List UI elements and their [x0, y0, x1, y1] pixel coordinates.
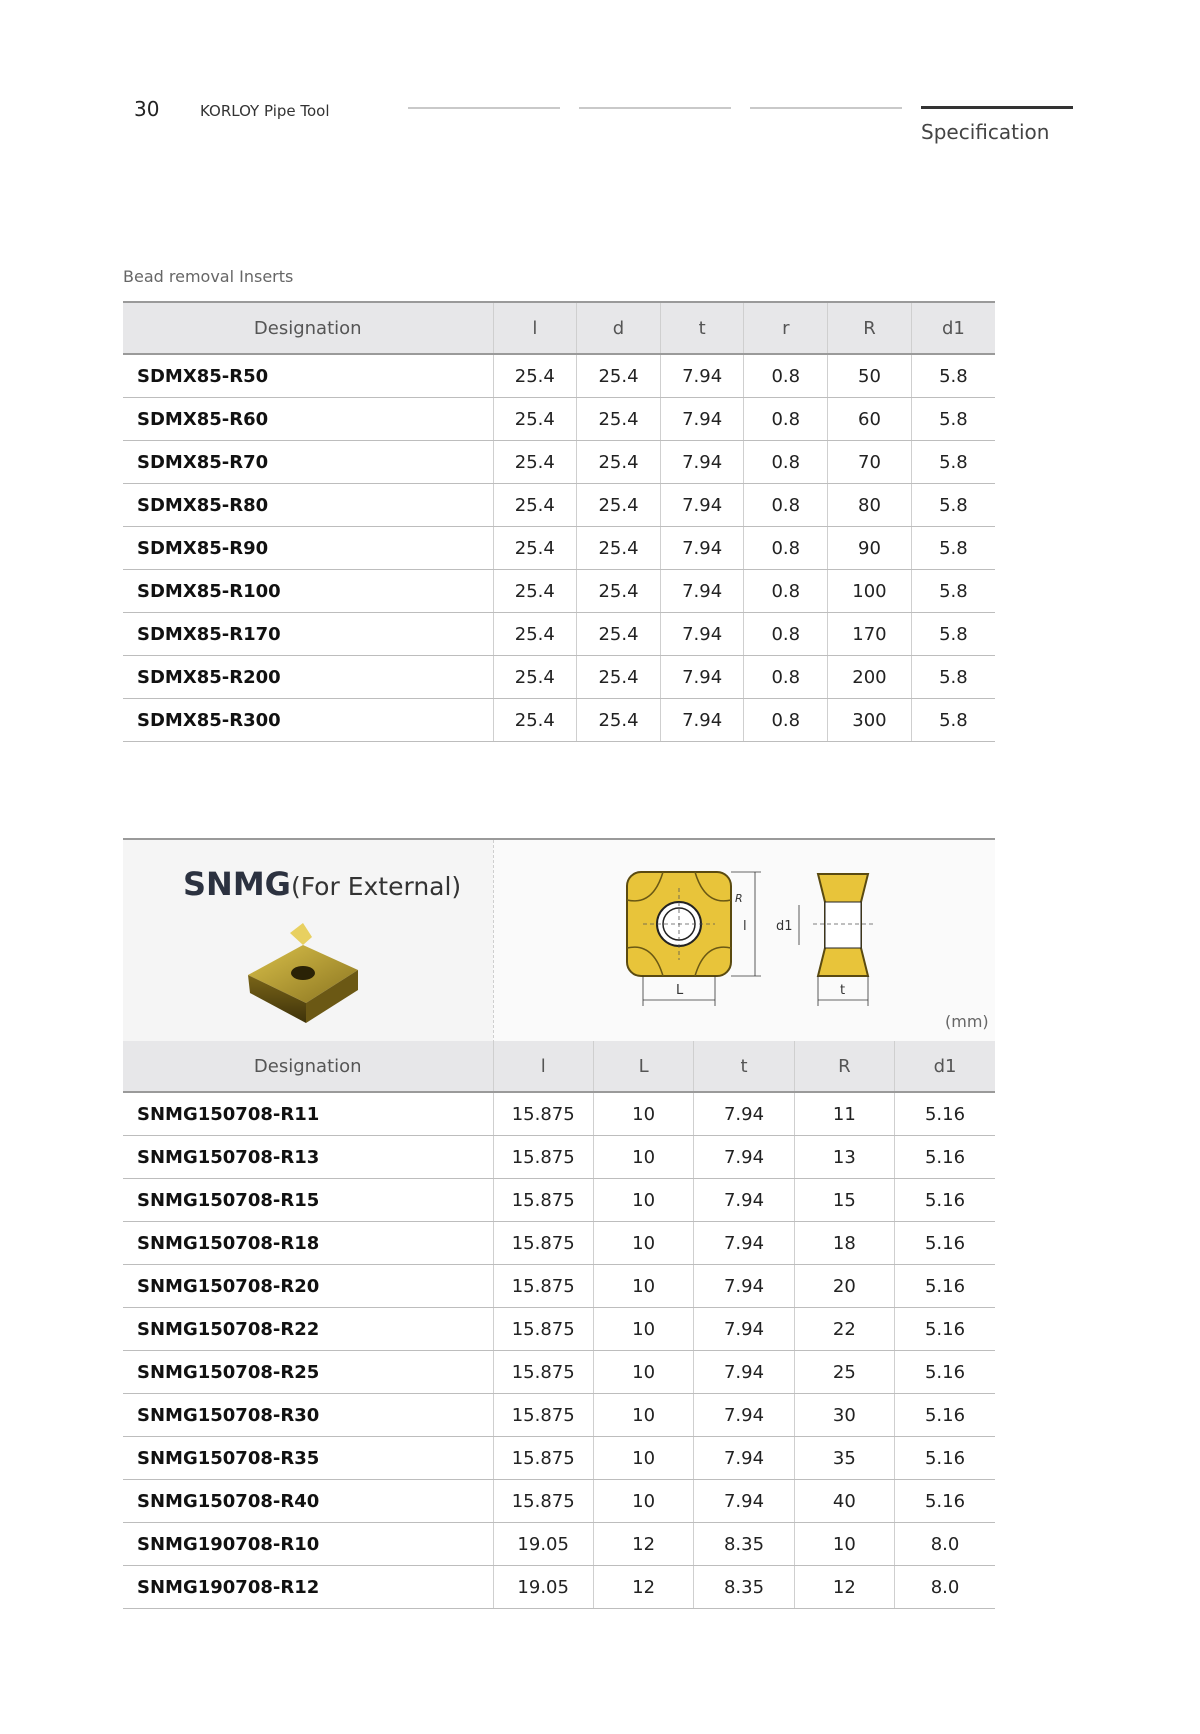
- value-cell: 8.0: [895, 1523, 995, 1566]
- column-header: t: [660, 302, 744, 354]
- value-cell: 40: [794, 1480, 894, 1523]
- value-cell: 7.94: [694, 1179, 794, 1222]
- value-cell: 7.94: [660, 699, 744, 742]
- designation-cell: SNMG150708-R11: [123, 1092, 493, 1136]
- table-row: [123, 484, 995, 527]
- table-header-row: [123, 1041, 995, 1092]
- value-cell: 0.8: [744, 441, 828, 484]
- value-cell: 18: [794, 1222, 894, 1265]
- table-row: [123, 613, 995, 656]
- table-row: [123, 441, 995, 484]
- table-header-row: [123, 302, 995, 354]
- table-row: [123, 1394, 995, 1437]
- table-row: [123, 398, 995, 441]
- value-cell: 8.35: [694, 1523, 794, 1566]
- value-cell: 7.94: [660, 354, 744, 398]
- value-cell: 5.8: [911, 527, 995, 570]
- value-cell: 25.4: [493, 570, 577, 613]
- table-row: [123, 354, 995, 398]
- value-cell: 25.4: [577, 699, 661, 742]
- value-cell: 50: [828, 354, 912, 398]
- value-cell: 0.8: [744, 699, 828, 742]
- value-cell: 0.8: [744, 398, 828, 441]
- value-cell: 15.875: [493, 1222, 593, 1265]
- header-rule-3: [750, 107, 902, 109]
- value-cell: 10: [593, 1394, 693, 1437]
- value-cell: 60: [828, 398, 912, 441]
- table-row: [123, 1351, 995, 1394]
- designation-cell: SNMG150708-R13: [123, 1136, 493, 1179]
- column-header: Designation: [123, 1041, 493, 1092]
- value-cell: 7.94: [694, 1437, 794, 1480]
- snmg-dimension-drawing: [603, 860, 883, 1020]
- value-cell: 5.16: [895, 1136, 995, 1179]
- value-cell: 25.4: [493, 398, 577, 441]
- value-cell: 7.94: [660, 441, 744, 484]
- value-cell: 12: [593, 1523, 693, 1566]
- value-cell: 25.4: [493, 441, 577, 484]
- dim-label-R: R: [735, 892, 743, 905]
- column-header: l: [493, 1041, 593, 1092]
- value-cell: 25.4: [493, 354, 577, 398]
- table-row: [123, 527, 995, 570]
- value-cell: 170: [828, 613, 912, 656]
- value-cell: 7.94: [694, 1480, 794, 1523]
- value-cell: 15: [794, 1179, 894, 1222]
- designation-cell: SNMG150708-R30: [123, 1394, 493, 1437]
- value-cell: 7.94: [660, 613, 744, 656]
- value-cell: 15.875: [493, 1394, 593, 1437]
- value-cell: 0.8: [744, 354, 828, 398]
- column-header: t: [694, 1041, 794, 1092]
- unit-label: (mm): [945, 1012, 989, 1031]
- value-cell: 7.94: [694, 1308, 794, 1351]
- value-cell: 0.8: [744, 656, 828, 699]
- value-cell: 15.875: [493, 1437, 593, 1480]
- value-cell: 7.94: [660, 484, 744, 527]
- table-row: [123, 1179, 995, 1222]
- table-row: [123, 1437, 995, 1480]
- value-cell: 10: [593, 1351, 693, 1394]
- value-cell: 25.4: [577, 656, 661, 699]
- designation-cell: SDMX85-R50: [123, 354, 493, 398]
- value-cell: 0.8: [744, 484, 828, 527]
- snmg-table: [123, 1041, 995, 1609]
- designation-cell: SDMX85-R90: [123, 527, 493, 570]
- value-cell: 5.16: [895, 1222, 995, 1265]
- value-cell: 5.8: [911, 699, 995, 742]
- value-cell: 15.875: [493, 1179, 593, 1222]
- designation-cell: SDMX85-R100: [123, 570, 493, 613]
- value-cell: 15.875: [493, 1351, 593, 1394]
- column-header: d1: [911, 302, 995, 354]
- value-cell: 10: [593, 1136, 693, 1179]
- value-cell: 5.8: [911, 570, 995, 613]
- designation-cell: SNMG150708-R40: [123, 1480, 493, 1523]
- value-cell: 7.94: [694, 1265, 794, 1308]
- snmg-title: [183, 865, 461, 903]
- value-cell: 7.94: [694, 1092, 794, 1136]
- designation-cell: SNMG190708-R10: [123, 1523, 493, 1566]
- designation-cell: SNMG150708-R20: [123, 1265, 493, 1308]
- page-number: 30: [134, 97, 160, 121]
- snmg-title-note: (For External): [290, 872, 462, 901]
- value-cell: 7.94: [694, 1222, 794, 1265]
- value-cell: 22: [794, 1308, 894, 1351]
- value-cell: 10: [593, 1265, 693, 1308]
- value-cell: 0.8: [744, 570, 828, 613]
- value-cell: 15.875: [493, 1265, 593, 1308]
- value-cell: 5.8: [911, 484, 995, 527]
- table-row: [123, 1566, 995, 1609]
- value-cell: 90: [828, 527, 912, 570]
- value-cell: 7.94: [660, 527, 744, 570]
- value-cell: 25.4: [577, 484, 661, 527]
- value-cell: 10: [593, 1308, 693, 1351]
- dim-label-l: l: [743, 919, 747, 934]
- value-cell: 10: [593, 1222, 693, 1265]
- value-cell: 25.4: [493, 527, 577, 570]
- value-cell: 5.8: [911, 398, 995, 441]
- value-cell: 20: [794, 1265, 894, 1308]
- value-cell: 100: [828, 570, 912, 613]
- value-cell: 11: [794, 1092, 894, 1136]
- column-header: d: [577, 302, 661, 354]
- value-cell: 25.4: [577, 441, 661, 484]
- snmg-title-code: SNMG: [183, 865, 291, 903]
- designation-cell: SDMX85-R80: [123, 484, 493, 527]
- value-cell: 0.8: [744, 613, 828, 656]
- header-rule-1: [408, 107, 560, 109]
- value-cell: 25.4: [493, 484, 577, 527]
- value-cell: 200: [828, 656, 912, 699]
- column-header: R: [794, 1041, 894, 1092]
- bead-removal-caption: Bead removal Inserts: [123, 267, 294, 286]
- designation-cell: SDMX85-R70: [123, 441, 493, 484]
- value-cell: 70: [828, 441, 912, 484]
- value-cell: 5.16: [895, 1092, 995, 1136]
- insert-photo-icon: [238, 915, 368, 1030]
- value-cell: 25.4: [577, 398, 661, 441]
- table-row: [123, 1308, 995, 1351]
- column-header: L: [593, 1041, 693, 1092]
- dim-label-d1: d1: [776, 919, 793, 934]
- value-cell: 7.94: [660, 570, 744, 613]
- designation-cell: SNMG150708-R35: [123, 1437, 493, 1480]
- value-cell: 5.16: [895, 1265, 995, 1308]
- value-cell: 15.875: [493, 1136, 593, 1179]
- table-row: [123, 1265, 995, 1308]
- designation-cell: SDMX85-R200: [123, 656, 493, 699]
- value-cell: 25.4: [577, 570, 661, 613]
- brand-name: KORLOY Pipe Tool: [200, 102, 330, 120]
- value-cell: 7.94: [694, 1351, 794, 1394]
- designation-cell: SNMG150708-R18: [123, 1222, 493, 1265]
- value-cell: 13: [794, 1136, 894, 1179]
- panel-divider: [493, 840, 494, 1043]
- designation-cell: SNMG150708-R15: [123, 1179, 493, 1222]
- column-header: d1: [895, 1041, 995, 1092]
- value-cell: 25.4: [493, 613, 577, 656]
- value-cell: 10: [794, 1523, 894, 1566]
- table-row: [123, 699, 995, 742]
- value-cell: 7.94: [660, 398, 744, 441]
- value-cell: 5.8: [911, 656, 995, 699]
- value-cell: 7.94: [660, 656, 744, 699]
- designation-cell: SNMG150708-R22: [123, 1308, 493, 1351]
- value-cell: 8.35: [694, 1566, 794, 1609]
- value-cell: 12: [593, 1566, 693, 1609]
- table-row: [123, 1136, 995, 1179]
- value-cell: 8.0: [895, 1566, 995, 1609]
- value-cell: 0.8: [744, 527, 828, 570]
- table-row: [123, 1222, 995, 1265]
- value-cell: 5.8: [911, 441, 995, 484]
- header-rule-active: [921, 106, 1073, 109]
- value-cell: 5.16: [895, 1179, 995, 1222]
- table-row: [123, 1523, 995, 1566]
- designation-cell: SDMX85-R170: [123, 613, 493, 656]
- designation-cell: SNMG190708-R12: [123, 1566, 493, 1609]
- value-cell: 30: [794, 1394, 894, 1437]
- table-row: [123, 570, 995, 613]
- value-cell: 10: [593, 1437, 693, 1480]
- designation-cell: SNMG150708-R25: [123, 1351, 493, 1394]
- dim-label-t: t: [840, 983, 846, 998]
- value-cell: 19.05: [493, 1523, 593, 1566]
- value-cell: 25.4: [493, 656, 577, 699]
- column-header: Designation: [123, 302, 493, 354]
- dim-label-L: L: [676, 983, 684, 998]
- header-rule-2: [579, 107, 731, 109]
- snmg-info-panel: [123, 838, 995, 1043]
- value-cell: 10: [593, 1179, 693, 1222]
- value-cell: 25.4: [577, 527, 661, 570]
- value-cell: 80: [828, 484, 912, 527]
- value-cell: 15.875: [493, 1308, 593, 1351]
- value-cell: 35: [794, 1437, 894, 1480]
- value-cell: 15.875: [493, 1092, 593, 1136]
- snmg-photo-area: [123, 840, 493, 1043]
- column-header: l: [493, 302, 577, 354]
- value-cell: 5.16: [895, 1480, 995, 1523]
- value-cell: 15.875: [493, 1480, 593, 1523]
- table-row: [123, 1092, 995, 1136]
- value-cell: 12: [794, 1566, 894, 1609]
- value-cell: 25.4: [577, 613, 661, 656]
- value-cell: 19.05: [493, 1566, 593, 1609]
- value-cell: 25.4: [493, 699, 577, 742]
- value-cell: 5.16: [895, 1308, 995, 1351]
- value-cell: 5.16: [895, 1394, 995, 1437]
- value-cell: 5.8: [911, 354, 995, 398]
- value-cell: 5.8: [911, 613, 995, 656]
- column-header: r: [744, 302, 828, 354]
- value-cell: 25: [794, 1351, 894, 1394]
- column-header: R: [828, 302, 912, 354]
- table-row: [123, 1480, 995, 1523]
- value-cell: 10: [593, 1480, 693, 1523]
- designation-cell: SDMX85-R300: [123, 699, 493, 742]
- table-row: [123, 656, 995, 699]
- designation-cell: SDMX85-R60: [123, 398, 493, 441]
- bead-removal-table: [123, 301, 995, 742]
- value-cell: 7.94: [694, 1394, 794, 1437]
- value-cell: 5.16: [895, 1437, 995, 1480]
- value-cell: 300: [828, 699, 912, 742]
- value-cell: 7.94: [694, 1136, 794, 1179]
- section-title: Specification: [921, 120, 1050, 144]
- value-cell: 5.16: [895, 1351, 995, 1394]
- value-cell: 10: [593, 1092, 693, 1136]
- value-cell: 25.4: [577, 354, 661, 398]
